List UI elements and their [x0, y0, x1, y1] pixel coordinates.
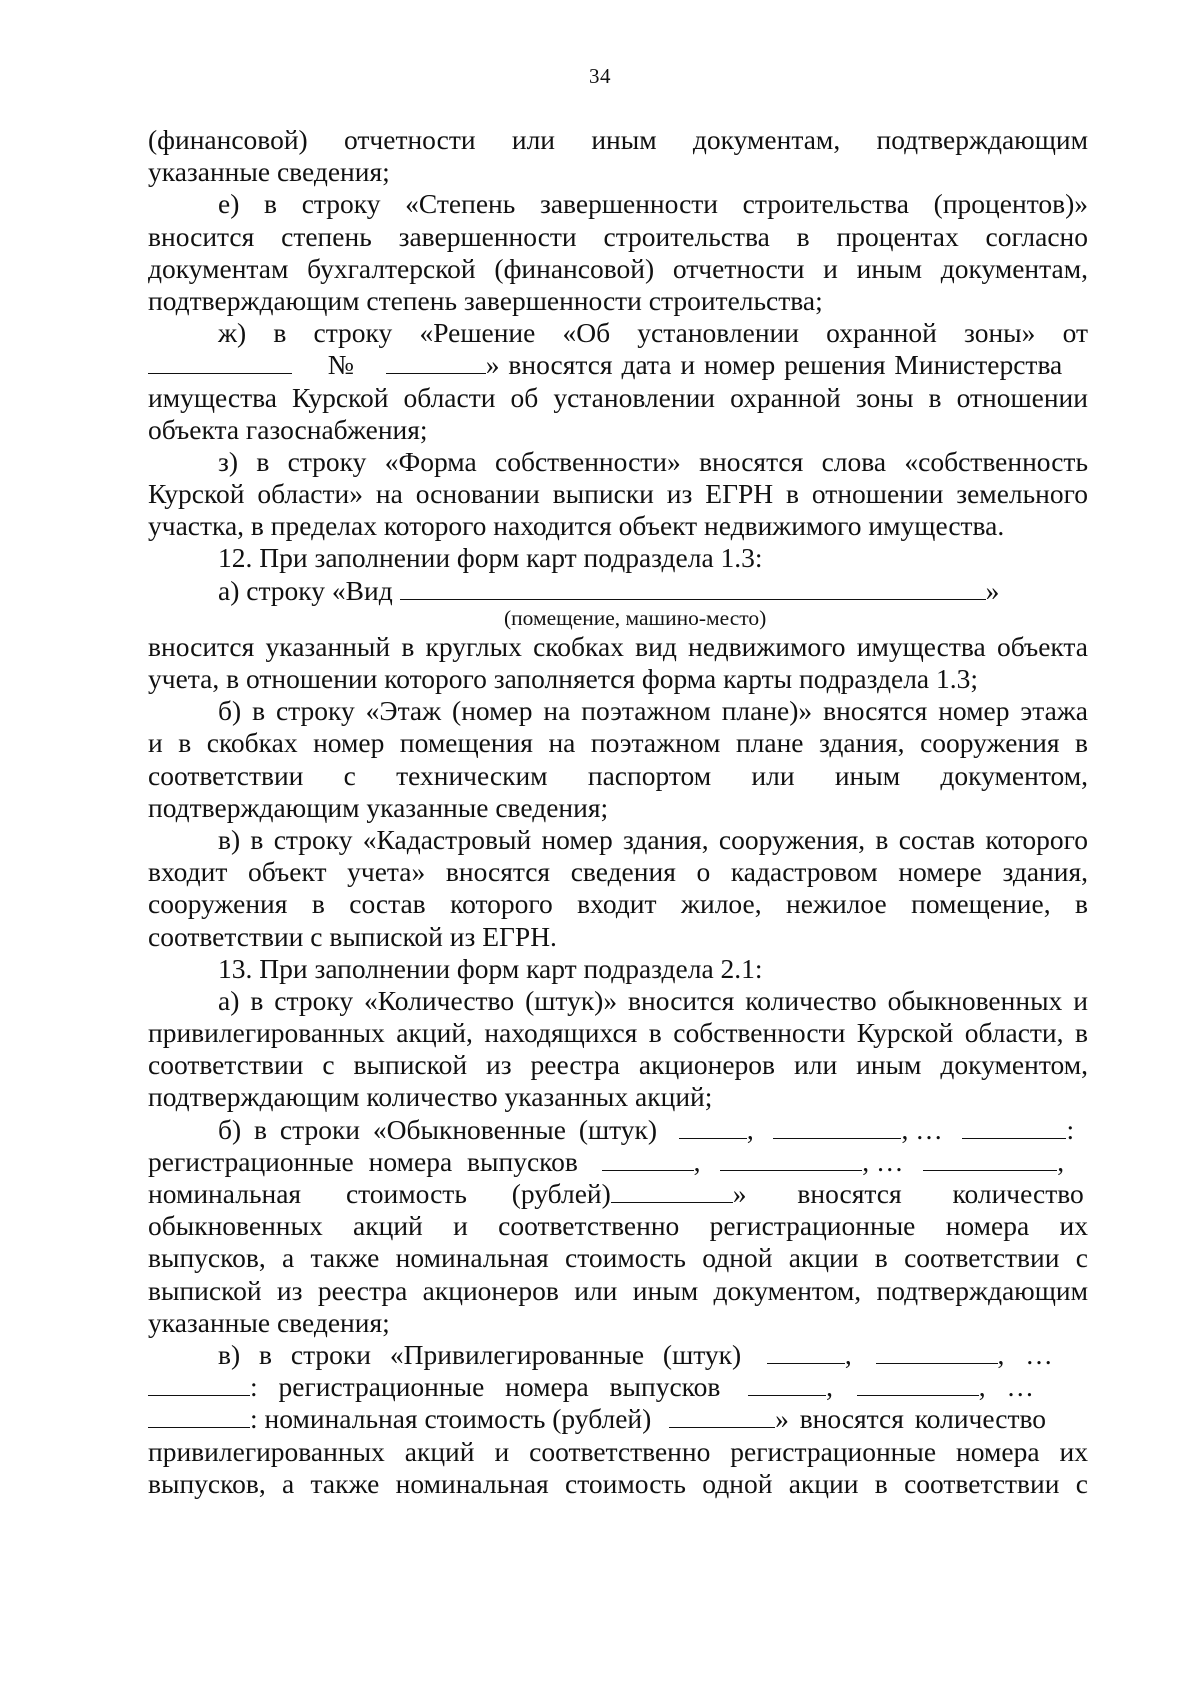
text-fragment: »: [985, 574, 1000, 606]
text-fragment: , …: [978, 1371, 1034, 1403]
text-fragment: ,: [693, 1145, 701, 1177]
paragraph-v2-line: [148, 1339, 1088, 1371]
preferred-count-blank-3: [148, 1371, 250, 1396]
text-fragment: » вносятся дата и номер решения Министерства: [485, 349, 1063, 381]
text-line: привилегированных акций, находящихся в собственности Курской области, в: [148, 1017, 1088, 1049]
text-line: [148, 1371, 1088, 1403]
text-line: вносится указанный в круглых скобках вид недвижимого имущества объекта: [148, 630, 1088, 662]
preferred-reg-blank-3: [148, 1403, 250, 1428]
text-fragment: б) в строки «Обыкновенные (штук): [218, 1113, 658, 1145]
text-line: участка, в пределах которого находится объект недвижимого имущества.: [148, 510, 1005, 542]
date-blank: [148, 349, 292, 374]
paragraph-z-line: з) в строку «Форма собственности» вносятся слова «собственность: [218, 445, 1088, 477]
text-line: имущества Курской области об установлении охранной зоны в отношении: [148, 381, 1088, 413]
text-fragment: : номинальная стоимость (рублей): [250, 1403, 652, 1435]
preferred-count-blank-1: [767, 1339, 845, 1364]
paragraph-b2-line: [148, 1114, 1088, 1146]
number-blank: [386, 349, 486, 374]
text-fragment: , …: [997, 1338, 1053, 1370]
text-fragment: , …: [862, 1145, 904, 1177]
text-fragment: номинальная стоимость (рублей): [148, 1178, 611, 1209]
text-fragment: ,: [826, 1371, 833, 1403]
text-line: [148, 349, 1088, 381]
text-fragment: : регистрационные номера выпусков: [250, 1371, 721, 1403]
text-line: выпиской из реестра акционеров или иным документом, подтверждающим: [148, 1274, 1088, 1306]
text-fragment: , …: [901, 1113, 943, 1145]
text-line: сооружения в состав которого входит жилое, нежилое помещение, в: [148, 888, 1088, 920]
text-line: объекта газоснабжения;: [148, 413, 428, 445]
document-body: [148, 124, 1088, 1500]
text-line: соответствии с выпиской из ЕГРН.: [148, 920, 557, 952]
text-line: Курской области» на основании выписки из ЕГРН в отношении земельного: [148, 478, 1088, 510]
kind-blank: [400, 575, 986, 600]
text-fragment: ,: [1057, 1145, 1065, 1177]
ordinary-reg-blank-1: [602, 1146, 694, 1171]
text-fragment: регистрационные номера выпусков: [148, 1145, 578, 1177]
text-line: выпусков, а также номинальная стоимость одной акции в соответствии с: [148, 1467, 1088, 1499]
preferred-reg-blank-2: [857, 1371, 979, 1396]
text-line: учета, в отношении которого заполняется форма карты подраздела 1.3;: [148, 663, 979, 694]
preferred-nominal-blank: [669, 1403, 775, 1428]
text-line: входит объект учета» вносятся сведения о кадастровом номере здания,: [148, 856, 1088, 888]
text-line: соответствии с выпиской из реестра акционеров или иным документом,: [148, 1049, 1088, 1081]
ordinary-count-blank-1: [679, 1114, 747, 1139]
paragraph-a-line: а) в строку «Количество (штук)» вносится количество обыкновенных и: [218, 984, 1088, 1016]
paragraph-e-line: е) в строку «Степень завершенности строительства (процентов)»: [218, 188, 1088, 220]
blank-caption: (помещение, машино-место): [504, 605, 767, 630]
number-sign: №: [327, 349, 354, 381]
text-fragment: » вносятся количество: [775, 1403, 1047, 1435]
text-fragment: :: [1066, 1113, 1075, 1145]
text-line: документам бухгалтерской (финансовой) отчетности и иным документам,: [148, 252, 1088, 284]
text-fragment: а) строку «Вид: [218, 574, 393, 606]
text-line: подтверждающим степень завершенности строительства;: [148, 284, 823, 316]
text-line: [148, 1146, 1088, 1178]
paragraph-zh-line: ж) в строку «Решение «Об установлении охранной зоны» от: [218, 317, 1088, 349]
text-fragment: в) в строки «Привилегированные (штук): [218, 1338, 742, 1370]
text-line: указанные сведения;: [148, 156, 390, 188]
ordinary-reg-blank-3: [923, 1146, 1057, 1171]
text-line: соответствии с техническим паспортом или иным документом,: [148, 759, 1088, 791]
ordinary-reg-blank-2: [720, 1146, 862, 1171]
preferred-reg-blank-1: [748, 1371, 826, 1396]
text-line: вносится степень завершенности строительства в процентах согласно: [148, 220, 1088, 252]
text-line: обыкновенных акций и соответственно регистрационные номера их: [148, 1210, 1088, 1242]
text-line: привилегированных акций и соответственно регистрационные номера их: [148, 1435, 1088, 1467]
ordinary-nominal-blank: [611, 1178, 733, 1203]
page-number: 34: [589, 64, 611, 88]
text-line: выпусков, а также номинальная стоимость одной акции в соответствии с: [148, 1242, 1088, 1274]
section-12-heading: 12. При заполнении форм карт подраздела 1.3:: [218, 542, 763, 574]
text-line: [148, 575, 1088, 607]
text-line: подтверждающим количество указанных акций;: [148, 1081, 713, 1113]
text-line: и в скобках номер помещения на поэтажном плане здания, сооружения в: [148, 727, 1088, 759]
text-fragment: ,: [746, 1113, 754, 1145]
paragraph-v-line: в) в строку «Кадастровый номер здания, сооружения, в состав которого: [218, 823, 1088, 855]
text-line: [148, 1178, 1088, 1210]
text-line: [148, 1403, 1088, 1435]
ordinary-count-blank-3: [962, 1114, 1066, 1139]
text-fragment: » вносятся количество: [732, 1178, 1084, 1209]
text-fragment: ,: [844, 1338, 852, 1370]
text-line: подтверждающим указанные сведения;: [148, 791, 609, 823]
ordinary-count-blank-2: [773, 1114, 901, 1139]
paragraph-b-line: б) в строку «Этаж (номер на поэтажном плане)» вносятся номер этажа: [218, 695, 1088, 727]
preferred-count-blank-2: [876, 1339, 998, 1364]
text-line: (финансовой) отчетности или иным документам, подтверждающим: [148, 124, 1088, 155]
text-line: указанные сведения;: [148, 1306, 390, 1338]
section-13-heading: 13. При заполнении форм карт подраздела 2.1:: [218, 952, 763, 984]
